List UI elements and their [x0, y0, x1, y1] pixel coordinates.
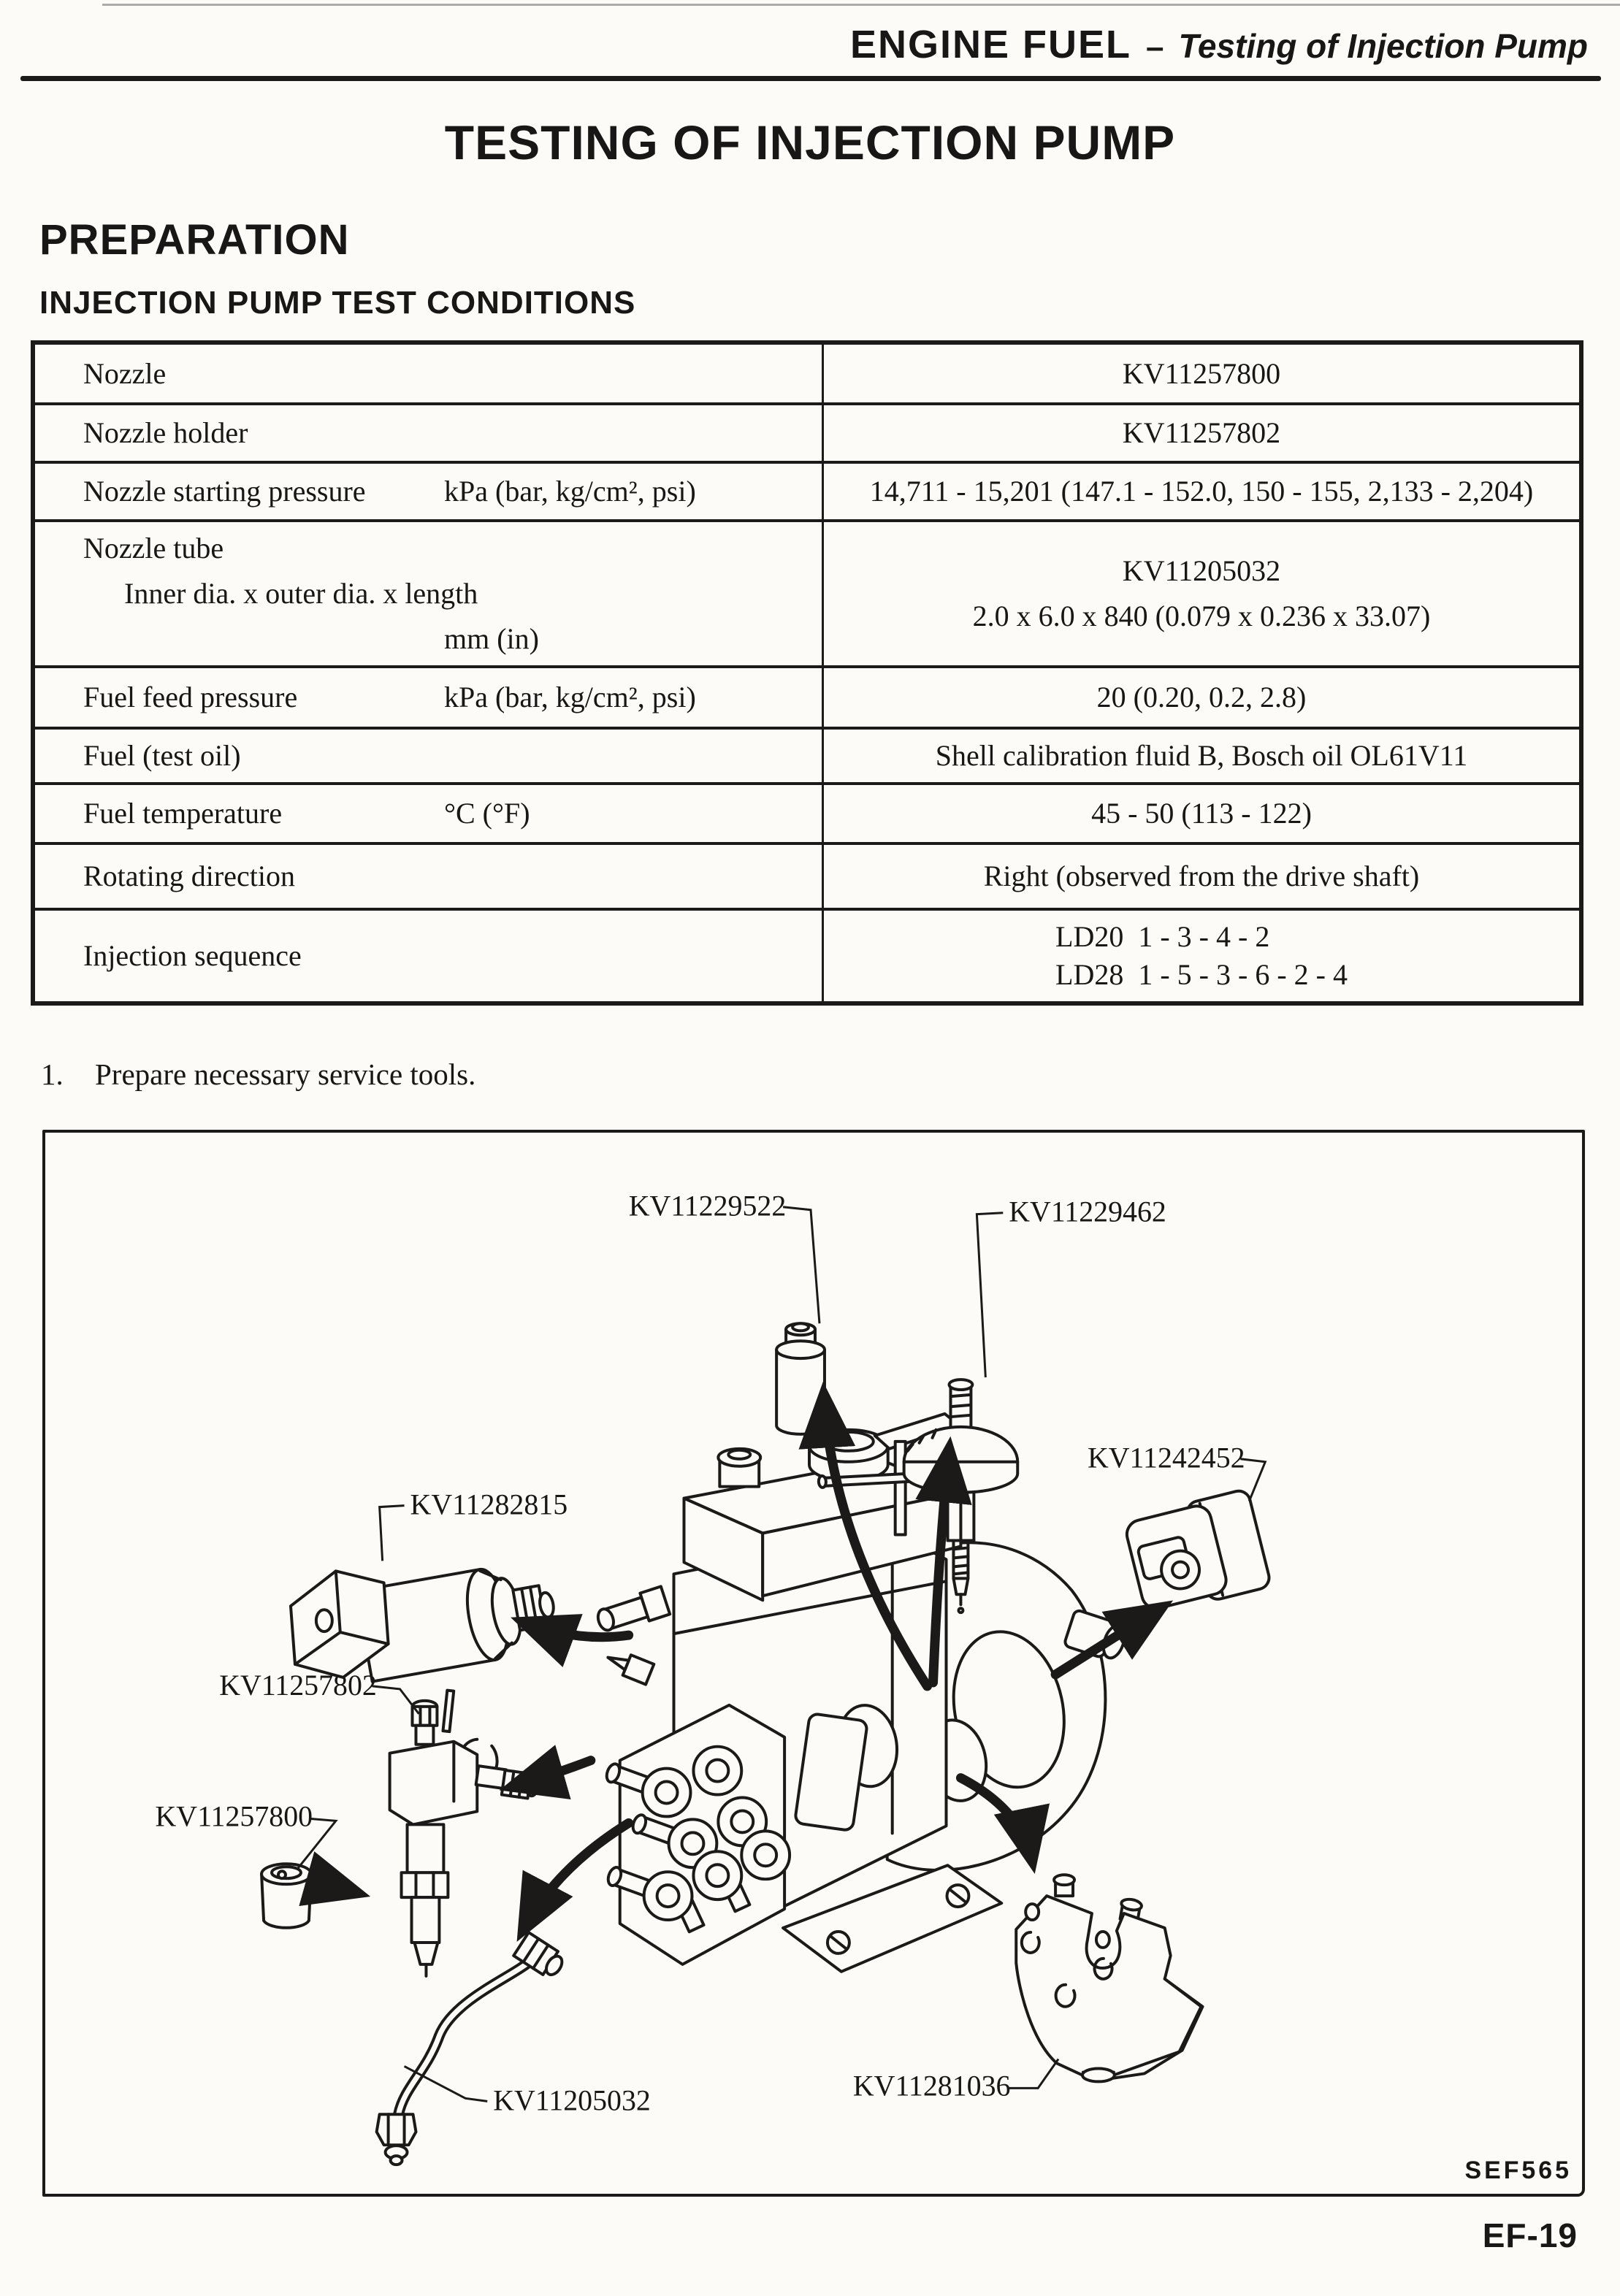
table-row [33, 462, 1581, 521]
tool-kv11205032-drawing [377, 1932, 568, 2165]
header-section-title: ENGINE FUEL [849, 23, 1131, 66]
tool-label-kv11281036: KV11281036 [852, 2069, 1011, 2102]
page-header [0, 0, 1620, 67]
row-label-cell [33, 784, 823, 843]
tool-kv11281036-drawing [1016, 1875, 1202, 2081]
subsection-heading: INJECTION PUMP TEST CONDITIONS [39, 285, 636, 321]
row-label-cell [33, 909, 823, 1003]
row-value: 20 (0.20, 0.2, 2.8) [1096, 681, 1307, 713]
table-row [33, 843, 1581, 909]
scan-artifact-line [102, 4, 1620, 6]
row-label: Injection sequence [83, 939, 302, 972]
tool-kv11229522-drawing [776, 1323, 825, 1434]
header-divider [20, 76, 1601, 81]
row-label: Fuel (test oil) [83, 739, 241, 772]
table-row [33, 404, 1581, 462]
row-label: Nozzle holder [83, 416, 248, 449]
row-label-cell [33, 843, 823, 909]
leader-kv11281036 [1007, 2059, 1058, 2089]
page-number: EF-19 [1482, 2216, 1578, 2254]
row-label-cell [33, 667, 823, 728]
row-value: 45 - 50 (113 - 122) [1091, 797, 1312, 830]
row-label-cell [33, 404, 823, 462]
row-value-cell [823, 343, 1582, 404]
table-row [33, 909, 1581, 1003]
row-label: Nozzle starting pressure [83, 475, 366, 508]
row-unit: mm (in) [444, 622, 539, 655]
table-row [33, 343, 1581, 404]
row-value: 14,711 - 15,201 (147.1 - 152.0, 150 - 155, 2,133 - 2,204) [869, 475, 1534, 508]
row-value-cell [823, 843, 1582, 909]
row-label-cell [33, 521, 823, 667]
row-value-cell [823, 521, 1582, 667]
header-subtitle: Testing of Injection Pump [1178, 27, 1588, 65]
row-value-line2: 2.0 x 6.0 x 840 (0.079 x 0.236 x 33.07) [972, 600, 1431, 632]
step-text: Prepare necessary service tools. [95, 1057, 476, 1091]
injection-sequence-values [1055, 918, 1348, 994]
row-label: Nozzle tube [83, 532, 224, 565]
tool-label-kv11257802: KV11257802 [219, 1668, 377, 1702]
tool-kv11242452-drawing [1123, 1488, 1272, 1617]
row-value: KV11257800 [1122, 356, 1281, 390]
service-tools-figure [42, 1130, 1585, 2197]
leader-kv11282815 [380, 1506, 405, 1561]
table-row [33, 784, 1581, 843]
tool-label-kv11229522: KV11229522 [628, 1189, 787, 1222]
table-row [33, 728, 1581, 784]
tool-kv11257802-drawing [390, 1691, 540, 1976]
table-row [33, 521, 1581, 667]
row-value: KV11205032 [1122, 554, 1281, 587]
step-number: 1. [41, 1057, 64, 1091]
tool-kv11257800-drawing [261, 1864, 311, 1928]
row-label-cell [33, 462, 823, 521]
tool-label-kv11229462: KV11229462 [1009, 1195, 1166, 1228]
tool-label-kv11242452: KV11242452 [1087, 1441, 1245, 1474]
figure-code: SEF565 [1464, 2157, 1572, 2185]
row-unit: °C (°F) [444, 797, 530, 830]
service-tools-illustration [45, 1133, 1582, 2194]
row-label: Nozzle [83, 356, 167, 390]
row-value-cell [823, 462, 1582, 521]
row-label: Fuel feed pressure [83, 681, 298, 713]
row-value: LD20 1 - 3 - 4 - 2 [1055, 920, 1270, 953]
row-label: Fuel temperature [83, 797, 283, 830]
step-1 [0, 1057, 1620, 1092]
row-label-cell [33, 728, 823, 784]
row-value-cell [823, 728, 1582, 784]
arrow-kv11257800-to-nozzle [321, 1883, 358, 1893]
row-unit: kPa (bar, kg/cm², psi) [444, 681, 696, 713]
injection-pump-drawing [595, 1414, 1129, 1972]
tool-label-kv11257800: KV11257800 [155, 1799, 313, 1833]
row-value: Shell calibration fluid B, Bosch oil OL61V11 [935, 739, 1468, 772]
test-conditions-table [31, 340, 1583, 1006]
row-label-line2: Inner dia. x outer dia. x length [124, 577, 478, 610]
row-label-cell [33, 343, 823, 404]
header-separator: – [1146, 29, 1164, 65]
section-heading: PREPARATION [39, 216, 350, 264]
tool-label-kv11205032: KV11205032 [493, 2083, 651, 2117]
row-value-cell [823, 909, 1582, 1003]
row-value-cell [823, 784, 1582, 843]
leader-kv11229522 [783, 1207, 819, 1324]
row-label: Rotating direction [83, 860, 295, 892]
tool-label-kv11282815: KV11282815 [410, 1488, 568, 1521]
leader-kv11229462 [977, 1213, 1003, 1377]
row-value: KV11257802 [1122, 416, 1281, 449]
row-value: Right (observed from the drive shaft) [983, 860, 1420, 892]
table-row [33, 667, 1581, 728]
row-value-cell [823, 404, 1582, 462]
row-value-cell [823, 667, 1582, 728]
row-unit: kPa (bar, kg/cm², psi) [444, 475, 696, 508]
row-value-line2: LD28 1 - 5 - 3 - 6 - 2 - 4 [1055, 958, 1348, 991]
page-title: TESTING OF INJECTION PUMP [444, 115, 1176, 169]
